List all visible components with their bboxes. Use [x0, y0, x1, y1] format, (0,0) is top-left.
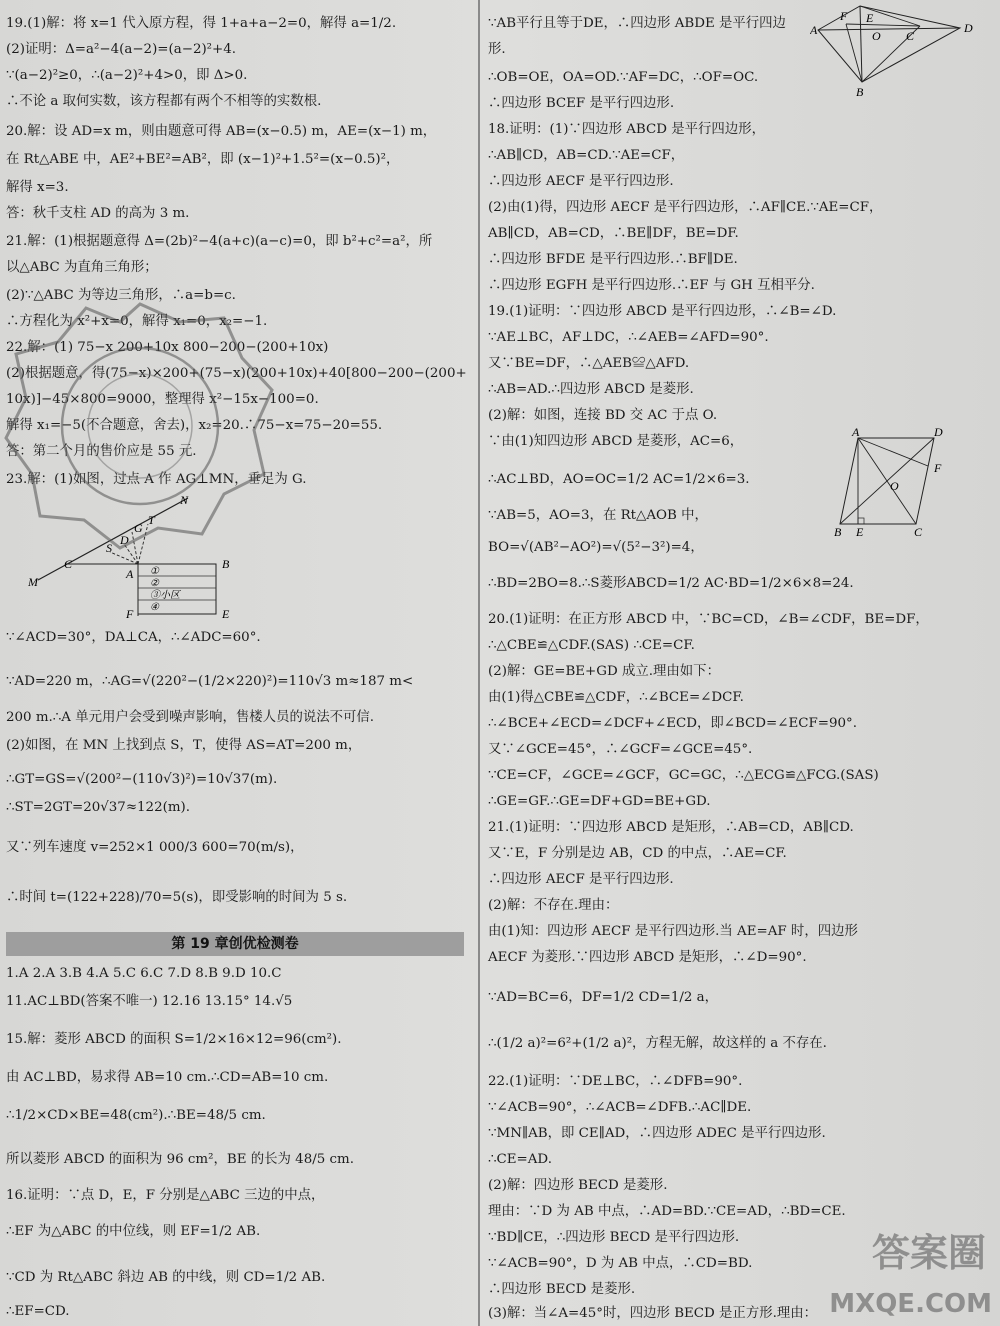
- text-line: (2)证明：Δ=a²−4(a−2)=(a−2)²+4.: [6, 42, 237, 57]
- label-F: F: [126, 607, 134, 621]
- text-line: 20.(1)证明：在正方形 ABCD 中，∵BC=CD，∠B=∠CDF，BE=DF，: [488, 612, 929, 627]
- text-line: 由(1)知：四边形 AECF 是平行四边形.当 AE=AF 时，四边形: [488, 924, 858, 939]
- text-line: 21.解：(1)根据题意得 Δ=(2b)²−4(a+c)(a−c)=0，即 b²+c²=a²，所: [6, 234, 433, 249]
- text-line: ∴CE=AD.: [488, 1152, 552, 1167]
- text-line: ∵CD 为 Rt△ABC 斜边 AB 的中线，则 CD=1/2 AB.: [6, 1270, 326, 1285]
- text-line: 解得 x₁=−5(不合题意，舍去)，x₂=20.∴75−x=75−20=55.: [6, 418, 383, 433]
- label-1: ①: [150, 566, 159, 577]
- text-line: 又∵∠GCE=45°，∴∠GCF=∠GCE=45°.: [488, 742, 753, 757]
- text-line: ∴时间 t=(122+228)/70=5(s)，即受影响的时间为 5 s.: [6, 890, 348, 905]
- text-line: 又∵列车速度 v=252×1 000/3 600=70(m/s)，: [6, 840, 304, 855]
- text-line: ∴∠BCE+∠ECD=∠DCF+∠ECD，即∠BCD=∠ECF=90°.: [488, 716, 857, 731]
- text-line: 15.解：菱形 ABCD 的面积 S=1/2×16×12=96(cm²).: [6, 1032, 342, 1047]
- text-line: ∵CE=CF，∠GCE=∠GCF，GC=GC，∴△ECG≌△FCG.(SAS): [488, 768, 879, 783]
- text-line: ∴1/2×CD×BE=48(cm²).∴BE=48/5 cm.: [6, 1108, 266, 1123]
- label-3: ③小区: [150, 590, 180, 601]
- text-line: ∴BD=2BO=8.∴S菱形ABCD=1/2 AC·BD=1/2×6×8=24.: [488, 576, 854, 591]
- label-A: A: [852, 426, 860, 439]
- text-line: 16.证明：∵点 D，E，F 分别是△ABC 三边的中点，: [6, 1188, 325, 1203]
- label-C: C: [914, 525, 923, 538]
- text-line: 由 AC⊥BD，易求得 AB=10 cm.∴CD=AB=10 cm.: [6, 1070, 329, 1085]
- text-line: ∴四边形 AECF 是平行四边形.: [488, 872, 674, 887]
- text-line: ∴四边形 EGFH 是平行四边形.∴EF 与 GH 互相平分.: [488, 278, 815, 293]
- text-line: ∵(a−2)²≥0，∴(a−2)²+4>0，即 Δ>0.: [6, 68, 248, 83]
- label-G: G: [134, 521, 143, 535]
- text-line: ∵AB=5，AO=3，在 Rt△AOB 中，: [488, 508, 708, 523]
- text-line: ∴OB=OE，OA=OD.∵AF=DC，∴OF=OC.: [488, 70, 759, 85]
- text-line: 由(1)得△CBE≌△CDF，∴∠BCE=∠DCF.: [488, 690, 744, 705]
- text-line: ∴不论 a 取何实数，该方程都有两个不相等的实数根.: [6, 94, 322, 109]
- text-line: ∵BD∥CE，∴四边形 BECD 是平行四边形.: [488, 1230, 740, 1245]
- label-A: A: [126, 567, 134, 581]
- text-line: 200 m.∴A 单元用户会受到噪声影响，售楼人员的说法不可信.: [6, 710, 375, 725]
- text-line: ∴ST=2GT=20√37≈122(m).: [6, 800, 191, 815]
- text-line: ∴AB∥CD，AB=CD.∵AE=CF，: [488, 148, 685, 163]
- text-line: ∴四边形 BECD 是菱形.: [488, 1282, 636, 1297]
- text-line: 19.(1)证明：∵四边形 ABCD 是平行四边形，∴∠B=∠D.: [488, 304, 837, 319]
- text-line: ∴四边形 BFDE 是平行四边形.∴BF∥DE.: [488, 252, 738, 267]
- text-line: ∵∠ACD=30°，DA⊥CA，∴∠ADC=60°.: [6, 630, 261, 645]
- label-F: F: [840, 9, 848, 23]
- text-line: (2)解：不存在.理由：: [488, 898, 619, 913]
- text-line: (2)解：如图，连接 BD 交 AC 于点 O.: [488, 408, 718, 423]
- text-line: AECF 为菱形.∵四边形 ABCD 是矩形，∴∠D=90°.: [488, 950, 807, 965]
- watermark-site-text: MXQE.COM: [829, 1289, 992, 1319]
- text-line: ∴△CBE≌△CDF.(SAS) ∴CE=CF.: [488, 638, 695, 653]
- text-line: (2)如图，在 MN 上找到点 S，T，使得 AS=AT=200 m，: [6, 738, 362, 753]
- text-line: ∵∠ACB=90°，D 为 AB 中点，∴CD=BD.: [488, 1256, 753, 1271]
- text-line: ∴GE=GF.∴GE=DF+GD=BE+GD.: [488, 794, 711, 809]
- label-S: S: [106, 541, 112, 555]
- parallelogram-figure-17: [810, 2, 978, 98]
- label-E: E: [856, 525, 864, 538]
- text-line: 又∵E，F 分别是边 AB，CD 的中点，∴AE=CF.: [488, 846, 787, 861]
- text-line: 所以菱形 ABCD 的面积为 96 cm²，BE 的长为 48/5 cm.: [6, 1152, 354, 1167]
- text-line: 20.解：设 AD=x m，则由题意可得 AB=(x−0.5) m，AE=(x−1) m，: [6, 124, 437, 139]
- text-line: 1.A 2.A 3.B 4.A 5.C 6.C 7.D 8.B 9.D 10.C: [6, 966, 282, 981]
- label-E: E: [866, 11, 874, 25]
- text-line: ∵由(1)知四边形 ABCD 是菱形，AC=6，: [488, 434, 744, 449]
- text-line: 22.解：(1) 75−x 200+10x 800−200−(200+10x): [6, 340, 329, 355]
- watermark-stamp-text: 答案圈: [871, 1231, 986, 1275]
- label-E: E: [222, 607, 230, 621]
- text-line: 答：第二个月的售价应是 55 元.: [6, 444, 197, 459]
- text-line: (2)解：四边形 BECD 是菱形.: [488, 1178, 668, 1193]
- text-line: ∴EF=CD.: [6, 1304, 70, 1319]
- text-line: ∴AC⊥BD，AO=OC=1/2 AC=1/2×6=3.: [488, 472, 750, 487]
- label-C: C: [64, 557, 73, 571]
- label-A: A: [810, 23, 818, 37]
- label-F: F: [934, 461, 942, 475]
- text-line: BO=√(AB²−AO²)=√(5²−3²)=4，: [488, 540, 704, 555]
- text-line: 22.(1)证明：∵DE⊥BC，∴∠DFB=90°.: [488, 1074, 743, 1089]
- text-line: ∵MN∥AB，即 CE∥AD，∴四边形 ADEC 是平行四边形.: [488, 1126, 826, 1141]
- text-line: 理由：∵D 为 AB 中点，∴AD=BD.∵CE=AD，∴BD=CE.: [488, 1204, 846, 1219]
- text-line: ∴EF 为△ABC 的中位线，则 EF=1/2 AB.: [6, 1224, 261, 1239]
- label-D: D: [120, 533, 129, 547]
- label-B: B: [834, 525, 842, 538]
- text-line: ∵AD=BC=6，DF=1/2 CD=1/2 a，: [488, 990, 719, 1005]
- rhombus-figure-19: [828, 426, 948, 538]
- text-line: 18.证明：(1)∵四边形 ABCD 是平行四边形，: [488, 122, 765, 137]
- text-line: 19.(1)解：将 x=1 代入原方程，得 1+a+a−2=0，解得 a=1/2.: [6, 16, 397, 31]
- text-line: 又∵BE=DF，∴△AEB≌△AFD.: [488, 356, 690, 371]
- text-line: (2)根据题意，得(75−x)×200+(75−x)(200+10x)+40[800−200−(200+: [6, 366, 467, 381]
- section-title: 第 19 章创优检测卷: [6, 932, 464, 956]
- text-line: ∵AB平行且等于DE，∴四边形 ABDE 是平行四边: [488, 16, 786, 31]
- text-line: (2)∵△ABC 为等边三角形，∴a=b=c.: [6, 288, 236, 303]
- text-line: ∵AE⊥BC，AF⊥DC，∴∠AEB=∠AFD=90°.: [488, 330, 769, 345]
- circular-stamp-watermark: [2, 298, 278, 552]
- text-line: 21.(1)证明：∵四边形 ABCD 是矩形，∴AB=CD，AB∥CD.: [488, 820, 854, 835]
- text-line: ∴四边形 BCEF 是平行四边形.: [488, 96, 675, 111]
- text-line: ∴四边形 AECF 是平行四边形.: [488, 174, 674, 189]
- label-O: O: [890, 479, 899, 493]
- text-line: (3)解：当∠A=45°时，四边形 BECD 是正方形.理由：: [488, 1306, 818, 1321]
- text-line: 答：秋千支柱 AD 的高为 3 m.: [6, 206, 190, 221]
- text-line: AB∥CD，AB=CD，∴BE∥DF，BE=DF.: [488, 226, 739, 241]
- column-divider: [478, 0, 480, 1326]
- label-D: D: [934, 426, 943, 439]
- label-4: ④: [150, 602, 159, 613]
- text-line: 解得 x=3.: [6, 180, 69, 195]
- label-D: D: [964, 21, 973, 35]
- label-N: N: [180, 494, 189, 507]
- text-line: 11.AC⊥BD(答案不唯一) 12.16 13.15° 14.√5: [6, 994, 293, 1009]
- label-M: M: [28, 575, 38, 589]
- text-line: ∴方程化为 x²+x=0，解得 x₁=0，x₂=−1.: [6, 314, 268, 329]
- text-line: 形.: [488, 42, 506, 57]
- label-2: ②: [150, 578, 159, 589]
- text-line: ∴AB=AD.∴四边形 ABCD 是菱形.: [488, 382, 694, 397]
- text-line: ∵AD=220 m，∴AG=√(220²−(1/2×220)²)=110√3 m≈187 m<: [6, 674, 414, 689]
- text-line: 10x)]−45×800=9000，整理得 x²−15x−100=0.: [6, 392, 319, 407]
- text-line: 以△ABC 为直角三角形；: [6, 260, 158, 275]
- text-line: 在 Rt△ABE 中，AE²+BE²=AB²，即 (x−1)²+1.5²=(x−0.5)²，: [6, 152, 400, 167]
- text-line: (2)解：GE=BE+GD 成立.理由如下：: [488, 664, 720, 679]
- label-B: B: [856, 85, 864, 98]
- site-watermark: [824, 1230, 992, 1320]
- text-line: ∴(1/2 a)²=6²+(1/2 a)²，方程无解，故这样的 a 不存在.: [488, 1036, 827, 1051]
- label-C: C: [906, 29, 915, 43]
- text-line: (2)由(1)得，四边形 AECF 是平行四边形，∴AF∥CE.∵AE=CF，: [488, 200, 883, 215]
- label-O: O: [872, 29, 881, 43]
- label-T: T: [148, 513, 155, 527]
- text-line: ∴GT=GS=√(200²−(110√3)²)=10√37(m).: [6, 772, 278, 787]
- label-B: B: [222, 557, 230, 571]
- text-line: ∵∠ACB=90°，∴∠ACB=∠DFB.∴AC∥DE.: [488, 1100, 752, 1115]
- text-line: 23.解：(1)如图，过点 A 作 AG⊥MN，垂足为 G.: [6, 472, 307, 487]
